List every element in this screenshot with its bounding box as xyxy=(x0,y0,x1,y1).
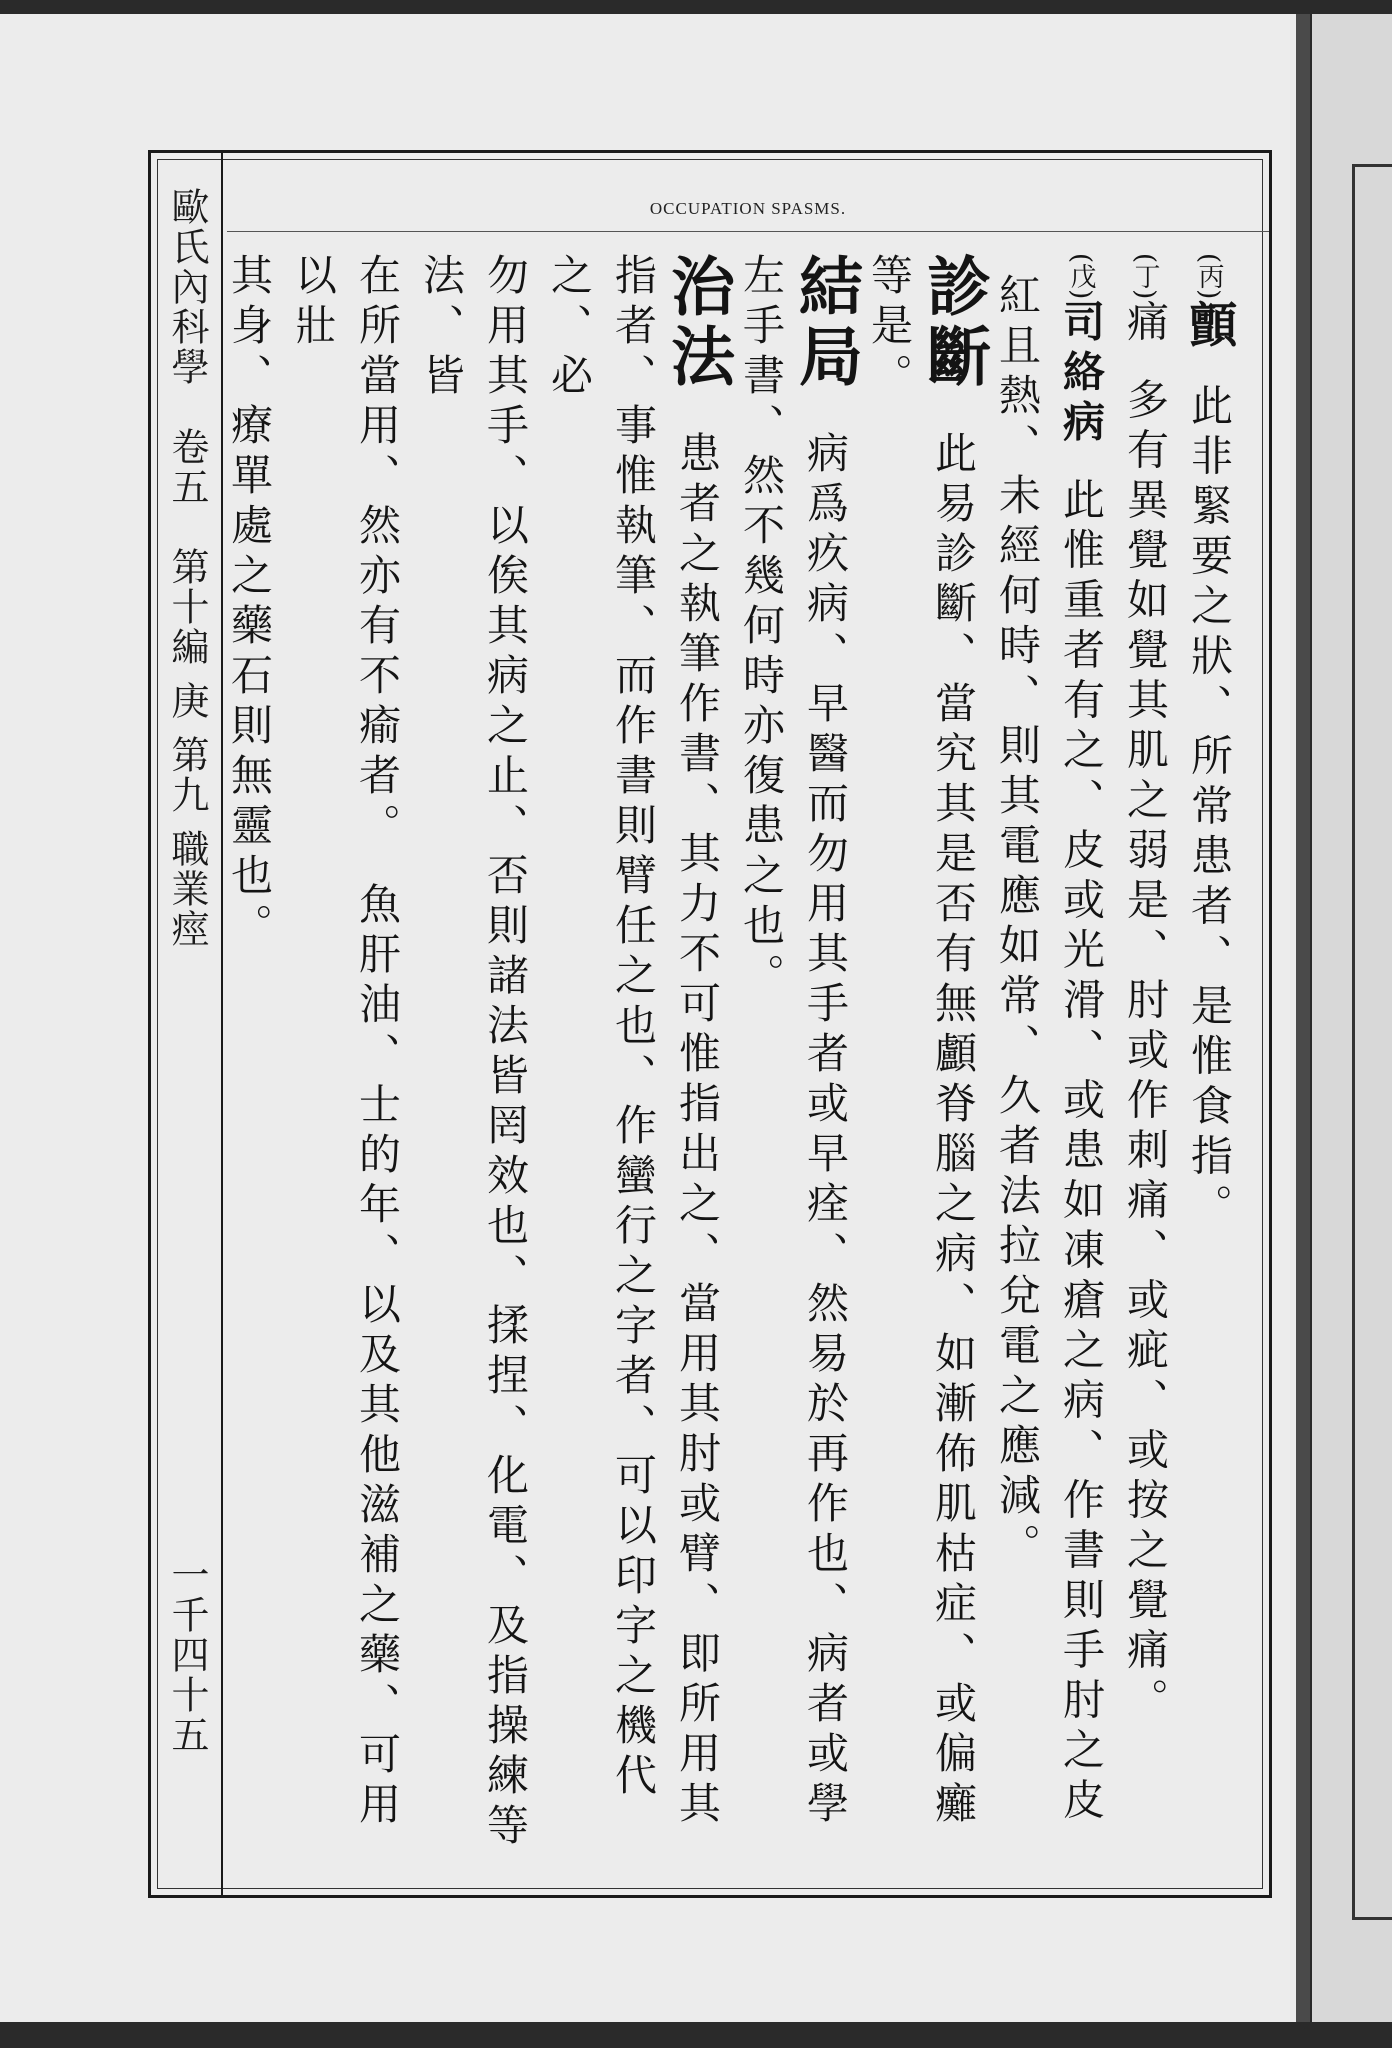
page-number: 一千四十五 xyxy=(165,1555,209,1755)
paragraph-continuation xyxy=(857,253,921,1853)
paragraph-pain xyxy=(1113,253,1177,1853)
item-heading: 痛 xyxy=(1121,299,1170,350)
section-heading-prognosis: 結局 xyxy=(788,253,863,393)
item-text: 其身、療單處之藥石則無靈也。 xyxy=(225,253,274,953)
section-heading-diagnosis: 診斷 xyxy=(916,253,991,393)
text-frame xyxy=(148,150,1272,1898)
header-rule xyxy=(227,231,1269,232)
item-text: 多有異覺如覺其肌之弱是、肘或作刺痛、或疵、或按之覺痛。 xyxy=(1121,377,1170,1728)
item-text: 此非緊要之狀、所常患者、是惟食指。 xyxy=(1185,383,1234,1234)
item-text: 在所當用、然亦有不瘉者。 魚肝油、士的年、以及其他滋補之藥、可用以壯 xyxy=(289,253,402,1832)
item-text: 病爲疚病、早醫而勿用其手者或早痊、然易於再作也、病者或學 xyxy=(801,431,850,1831)
paragraph-continuation xyxy=(281,253,409,1853)
item-text: 左手書、然不幾何時亦復患之也。 xyxy=(737,253,786,1003)
item-text: 勿用其手、以俟其病之止、否則諸法皆罔效也、揉捏、化電、及指操練等法、皆 xyxy=(417,253,530,1853)
paragraph-continuation xyxy=(409,253,537,1853)
volume-label: 卷五 xyxy=(165,427,209,508)
adjacent-page xyxy=(1312,14,1392,2022)
item-text: 等是。 xyxy=(865,253,914,403)
book-title: 歐氏內科學 xyxy=(165,187,209,387)
spine-header xyxy=(157,187,217,949)
item-text: 此惟重者有之、皮或光滑、或患如凍瘡之病、作書則手肘之皮 xyxy=(1057,477,1106,1828)
paragraph-trophic xyxy=(1049,253,1113,1853)
item-text: 紅且熱、未經何時、則其電應如常、久者法拉兌電之應減。 xyxy=(993,273,1042,1573)
section-heading-treatment: 治法 xyxy=(660,253,735,393)
page-edge xyxy=(1296,14,1310,2022)
paragraph-tremor xyxy=(1177,253,1241,1853)
paragraph-continuation xyxy=(729,253,793,1853)
spine-column xyxy=(151,153,223,1895)
item-text: 患者之執筆作書、其力不可惟指出之、當用其肘或臂、即所用其 xyxy=(673,431,722,1831)
item-marker: (丁) xyxy=(1130,253,1160,300)
item-heading: 顫 xyxy=(1181,299,1237,356)
paragraph-prognosis xyxy=(788,253,863,1853)
item-text: 此易診斷、當究其是否有無顱脊腦之病、如漸佈肌枯症、或偏癱 xyxy=(929,431,978,1831)
item-marker: (戊) xyxy=(1066,253,1096,300)
paragraph-diagnosis xyxy=(916,253,991,1853)
body-text xyxy=(225,253,1241,1853)
paragraph-continuation xyxy=(985,253,1049,1853)
paragraph-continuation xyxy=(537,253,665,1853)
item-text: 指者、事惟執筆、而作書則臂任之也、作蠻行之字者、可以印字之機代之、必 xyxy=(545,253,658,1803)
adjacent-page-frame xyxy=(1352,164,1392,1920)
paragraph-continuation xyxy=(217,253,281,1853)
running-head: OCCUPATION SPASMS. xyxy=(649,199,847,218)
item-heading: 司絡病 xyxy=(1057,299,1106,450)
item-marker: (丙) xyxy=(1194,253,1224,300)
paragraph-treatment xyxy=(660,253,735,1853)
section-label: 第十編 庚 第九 職業痙 xyxy=(165,547,209,950)
